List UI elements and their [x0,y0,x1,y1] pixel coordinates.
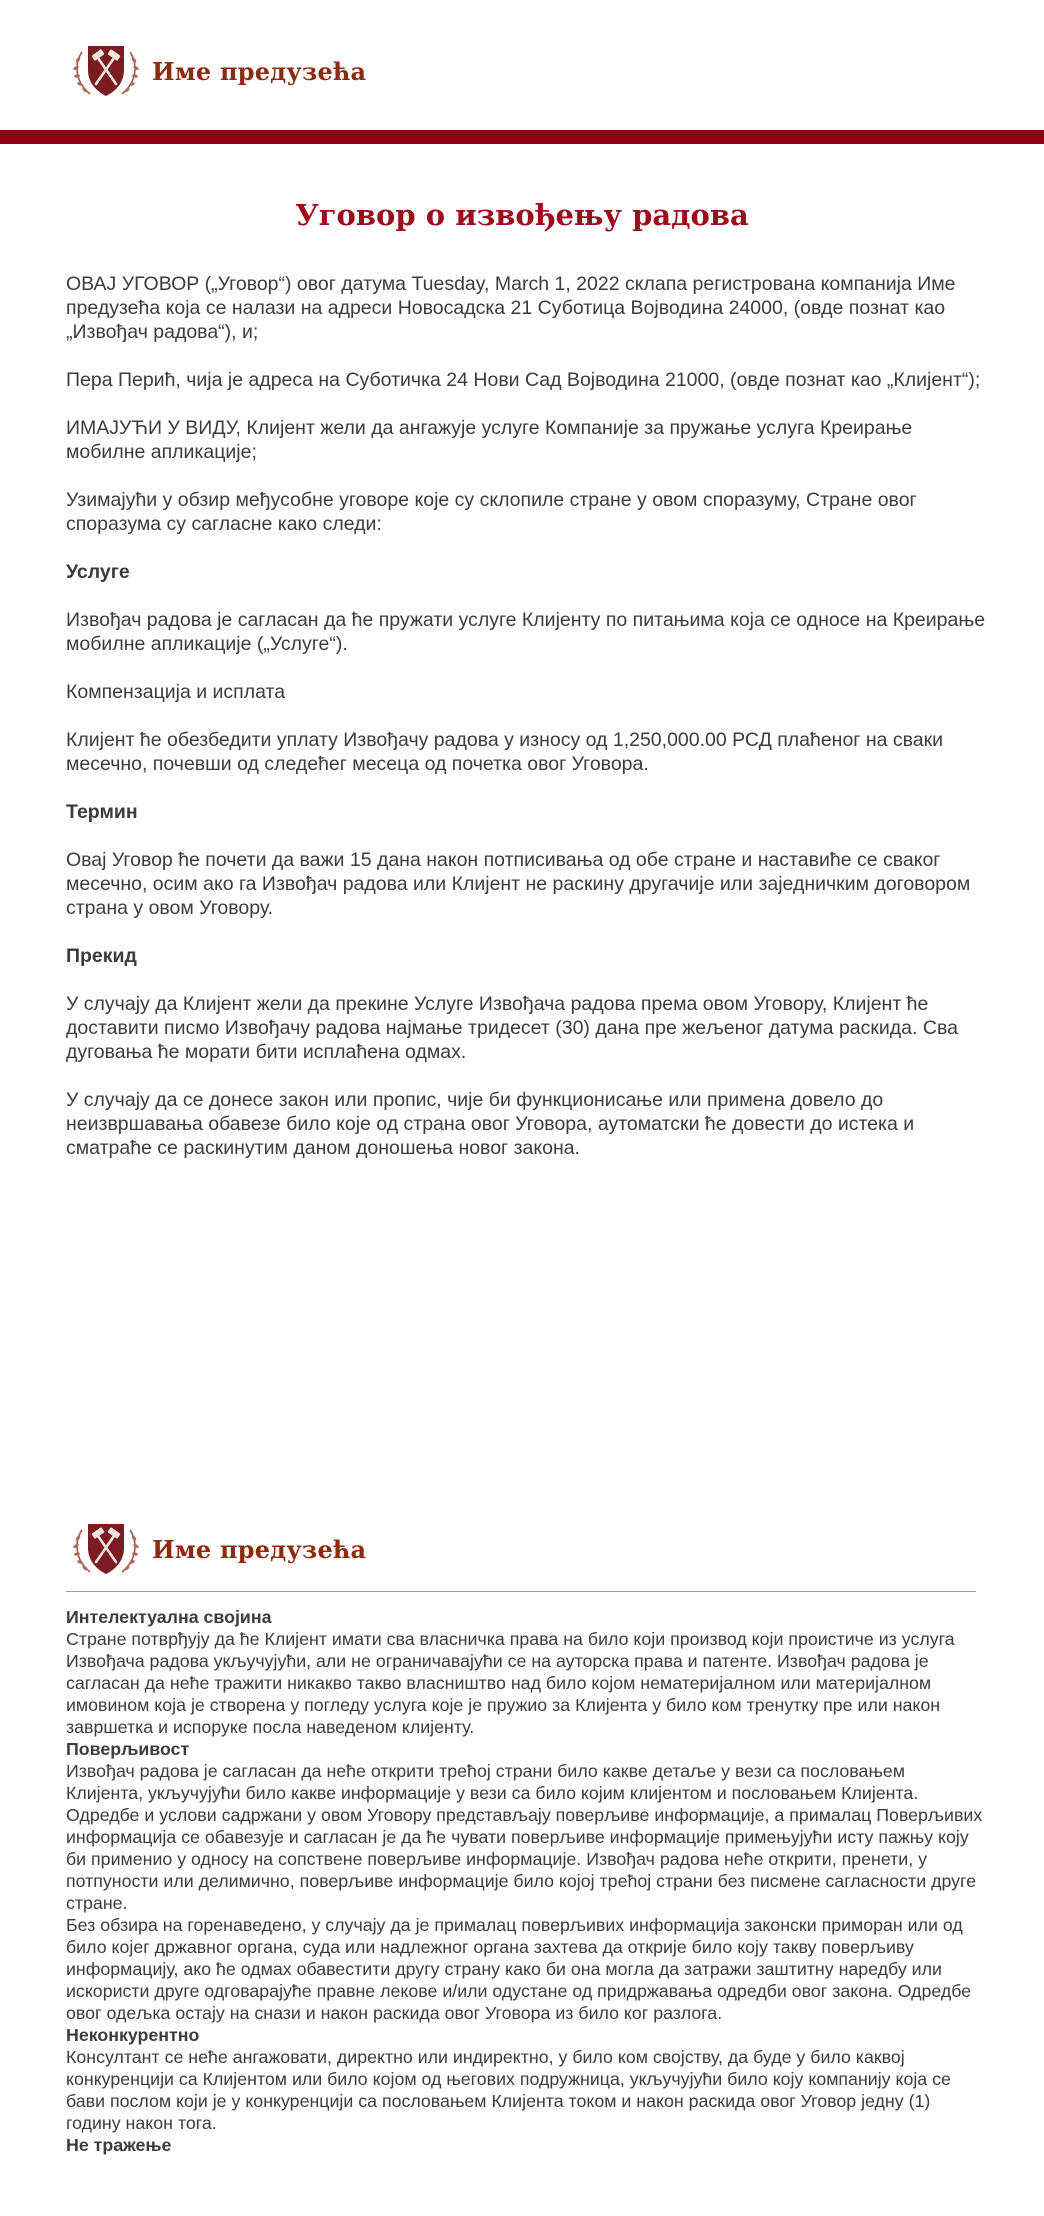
paragraph: У случају да Клијент жели да прекине Услуге Извођача радова према овом Уговору, Клијент ће доставити писмо Извођачу радова најмање тридесет (30) дана пре жељеног датума раскида. Сва дуговања ће морати бити исплаћена одмах. [66,993,958,1063]
section-heading: Неконкурентно [66,2025,200,2045]
section-heading: Прекид [66,945,137,967]
company-name: Име предузећа [152,1534,367,1564]
crest-logo-icon [70,1518,142,1580]
paragraph: Узимајући у обзир међусобне уговоре које су склопиле стране у овом споразуму, Стране овог споразума су сагласне како следи: [66,489,917,535]
paragraph: Компензација и исплата [66,681,286,703]
header-band [0,130,1044,144]
paragraph: ИМАЈУЋИ У ВИДУ, Клијент жели да ангажује услуге Компаније за пружање услуга Креирање мобилне апликације; [66,417,913,463]
paragraph: У случају да се донесе закон или пропис, чије би функционисање или примена довело до неизвршавања обавезе било које од страна овог Уговора, аутоматски ће довести до истека и сматраће се раскинутим даном доношења новог закона. [66,1089,915,1159]
paragraph: Извођач радова је сагласан да неће открити трећој страни било какве детаље у вези са пословањем Клијента, укључујући било какве информације у вези са било којим клијентом и пословањем Клијента. [66,1761,919,1803]
page-2-body [66,1606,986,2156]
section-heading: Термин [66,801,138,823]
section-heading: Не тражење [66,2135,172,2155]
paragraph: Овај Уговор ће почети да важи 15 дана након потписивања од обе стране и наставиће се сваког месечно, осим ако га Извођач радова или Клијент не раскину другачије или заједничким договором страна у овом Уговору. [66,849,971,919]
paragraph: Пера Перић, чија је адреса на Суботичка 24 Нови Сад Војводина 21000, (овде познат као „Клијент“); [66,369,981,391]
section-heading: Интелектуална својина [66,1607,272,1627]
paragraph: Консултант се неће ангажовати, директно или индиректно, у било ком својству, да буде у било каквој конкуренцији са Клијентом или било којом од његових подружница, укључујући било коју компанију која се бави послом који је у конкуренцији са пословањем Клијента током и након раскида овог Уговор једну (1) годину након тога. [66,2047,951,2133]
page-2-brand [70,1518,366,1580]
paragraph: ОВАЈ УГОВОР („Уговор“) овог датума Tuesday, March 1, 2022 склапа регистрована компанија Име предузећа која се налази на адреси Новосадска 21 Суботица Војводина 24000, (овде познат као „Извођач радова“), и; [66,273,956,343]
brand [70,40,366,102]
paragraph: Одредбе и услови садржани у овом Уговору представљају поверљиве информације, а прималац Поверљивих информација се обавезује и сагласан је да ће чувати поверљиве информације примењујући исту пажњу коју би применио у односу на сопствене поверљиве информације. Извођач радова неће открити, пренети, у потпуности или делимично, поверљиве информације било којој трећој страни без писмене сагласности друге стране. [66,1805,983,1913]
paragraph: Стране потврђују да ће Клијент имати сва власничка права на било који производ који проистиче из услуга Извођача радова укључујући, али не ограничавајући се на ауторска права и патенте. Извођач радова је сагласан да неће тражити никакво такво власништво над било којом нематеријалном или материјалном имовином која је створена у погледу услуга које је пружио за Клијента у било ком тренутку пре или након завршетка и испоруке посла наведеном клијенту. [66,1629,955,1737]
section-heading: Услуге [66,561,130,583]
header-divider [66,1591,976,1592]
page-header [0,0,1044,130]
paragraph: Извођач радова је сагласан да ће пружати услуге Клијенту по питањима која се односе на Креирање мобилне апликације („Услуге“). [66,609,986,655]
company-name: Име предузећа [152,56,367,86]
document-title: Уговор о извођењу радова [295,198,749,232]
crest-logo-icon [70,40,142,102]
paragraph: Без обзира на горенаведено, у случају да је прималац поверљивих информација законски приморан или од било којег државног органа, суда или надлежног органа захтева да открије било коју такву поверљиву информацију, ако ће одмах обавестити другу страну како би она могла да затражи заштитну наредбу или искористи друге одговарајуће правне лекове и/или одустане од придржавања одредби овог закона. Одредбе овог одељка остају на снази и након раскида овог Уговора из било ког разлога. [66,1915,972,2023]
paragraph: Клијент ће обезбедити уплату Извођачу радова у износу од 1,250,000.00 РСД плаћеног на сваки месечно, почевши од следећег месеца од почетка овог Уговора. [66,729,944,775]
section-heading: Поверљивост [66,1739,190,1759]
page-1-body [66,272,986,1184]
